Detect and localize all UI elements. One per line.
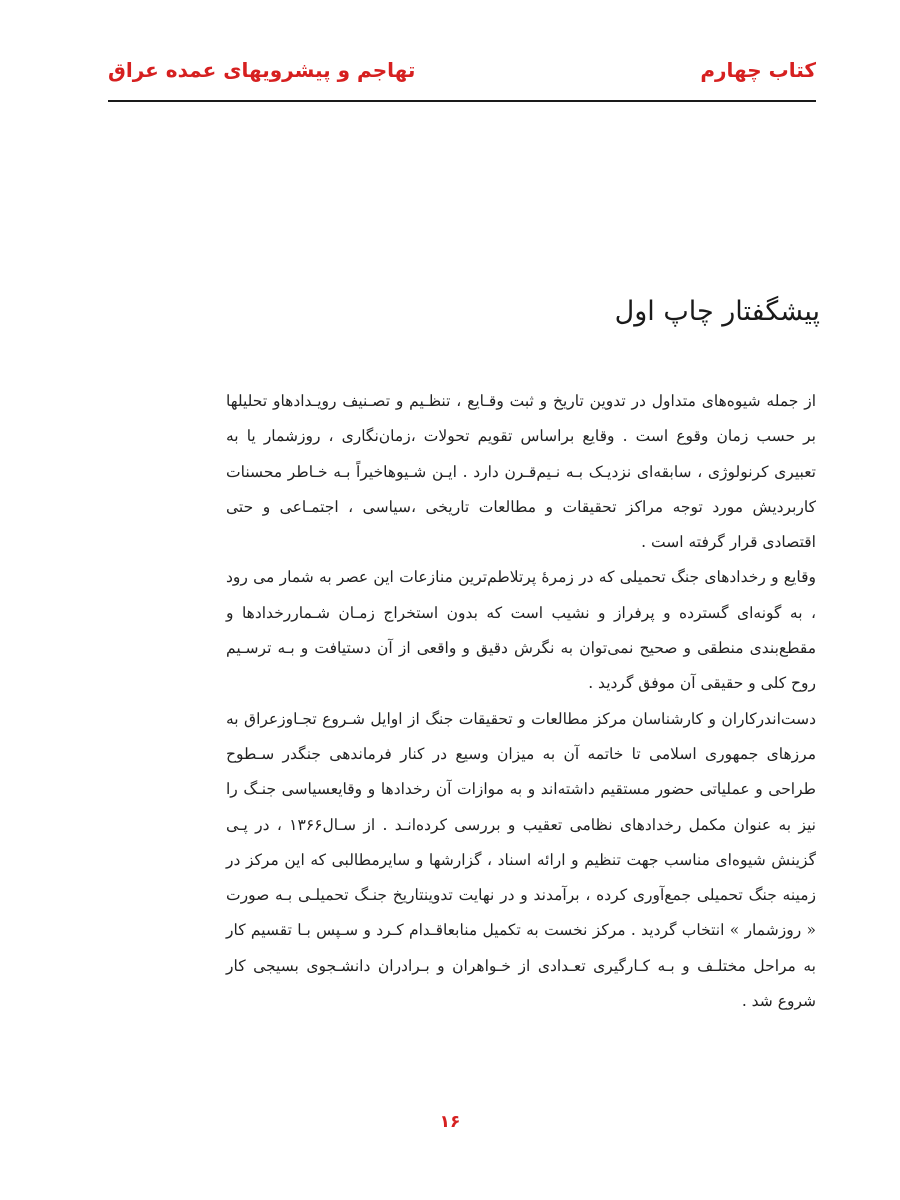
running-title: تهاجم و پیشرویهای عمده عراق [108,58,416,82]
section-title: پیشگفتار چاپ اول [614,296,820,327]
body-text [226,384,816,1019]
paragraph: وقایع و رخدادهای جنگ تحمیلی که در زمرهٔ پرتلاطم‌ترین منازعات این عصر به شمار می رود ، به گونه‌ای گسترده و پرفراز و نشیب است که بدون استخراج زمـان شـماررخدادها و مقطع‌بندی منطقی و صحیح نمی‌توان به نگرش دقیق و واقعی از آن دستیافت و بـه ترسـیم روح کلی و حقیقی آن موفق گردید . [226,568,816,693]
book-label: کتاب چهارم [700,58,816,82]
paragraph: از جمله شیوه‌های متداول در تدوین تاریخ و ثبت وقـایع ، تنظـیم و تصـنیف رویـدادهاو تحلیلها بر حسب زمان وقوع است . وقایع براساس تقویم تحولات ،زمان‌نگاری ، روزشمار یا به تعبیری کرنولوژی ، سابقه‌ای نزدیـک بـه نـیم‌قـرن دارد . ایـن شـیوهاخیراً بـه خـاطر محسنات کاربردیش مورد توجه مراکز تحقیقات و مطالعات تاریخی ،سیاسی ، اجتمـاعی و حتی اقتصادی قرار گرفته است . [226,392,816,552]
paragraph: دست‌اندرکاران و کارشناسان مرکز مطالعات و تحقیقات جنگ از اوایل شـروع تجـاوزعراق به مرزهای جمهوری اسلامی تا خاتمه آن به میزان وسیع در کنار فرماندهی جنگدر سـطوح طراحی و عملیاتی حضور مستقیم داشته‌اند و به موازات آن رخدادها و وقایعسیاسی جنـگ را نیز به عنوان مکمل رخدادهای نظامی تعقیب و بررسی کرده‌انـد . از سـال۱۳۶۶ ، در پـی گزینش شیوه‌ای مناسب جهت تنظیم و ارائه اسناد ، گزارشها و سایرمطالبی که این مرکز در زمینه جنگ تحمیلی جمع‌آوری کرده ، برآمدند و در نهایت تدوینتاریخ جنـگ تحمیلـی بـه صورت « روزشمار » انتخاب گردید . مرکز نخست به تکمیل منابعاقـدام کـرد و سـپس بـا تقسیم کار به مراحل مختلـف و بـه کـارگیری تعـدادی از خـواهران و بـرادران دانشـجوی بسیجی کار شروع شد . [226,709,816,1011]
page-number: ۱۶ [439,1112,461,1132]
page-header [108,52,816,102]
